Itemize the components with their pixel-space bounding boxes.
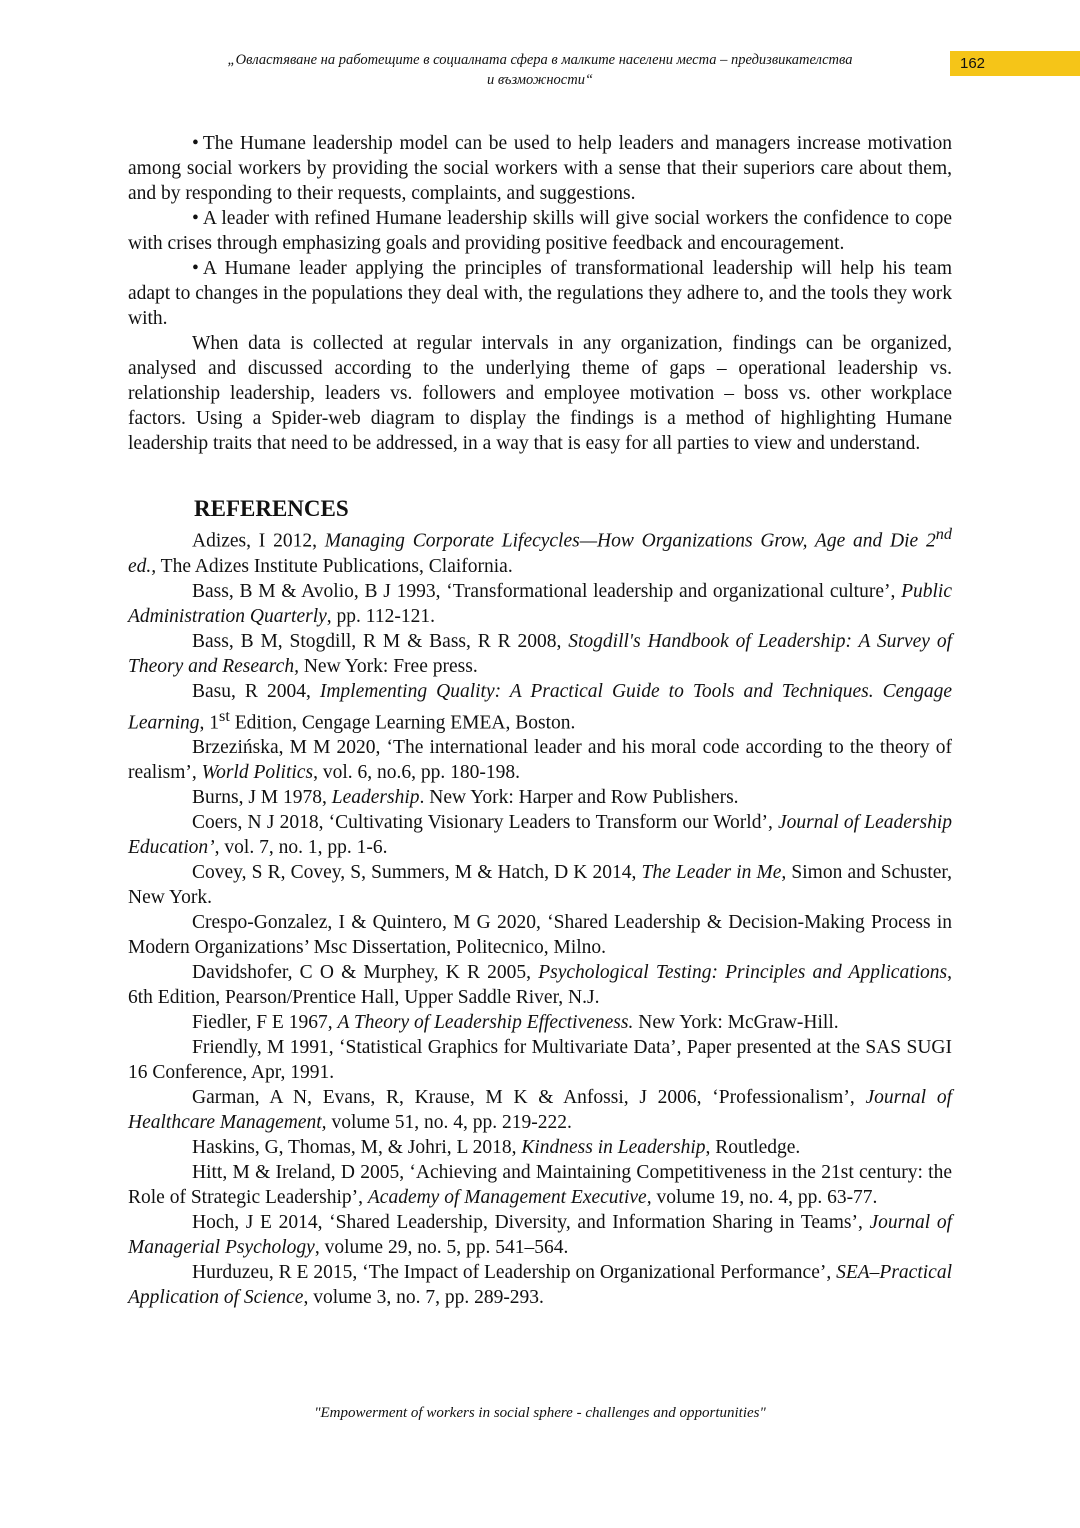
reference-entry [128,1010,952,1035]
ref-title: Public Administration Quarterly [128,580,952,627]
ref-superscript: st [219,706,230,725]
ref-text: Simon and Schuster, New York. [128,862,952,908]
ref-title: Kindness in Leadership [521,1137,706,1158]
ref-title: Implementing Quality: A Practical Guide to Tools and Techniques. Cengage Learning [128,680,952,733]
ref-text: volume 19, no. 4, pp. 63-77. [651,1187,878,1208]
ref-title: Academy of Management Executive, [367,1187,652,1208]
page-number-badge: 162 [950,51,1080,76]
header-title-line2: и възможности“ [486,72,594,88]
ref-title: Leadership [331,787,420,808]
ref-text: , vol. 6, no.6, pp. 180-198. [313,762,520,783]
reference-entry [128,910,952,960]
ref-text: Bass, B M & Avolio, B J 1993, ‘Transformational leadership and organizational culture’, [192,580,902,602]
ref-text: Fiedler, F E 1967, [192,1012,338,1033]
reference-entry [128,1035,952,1085]
reference-list [128,522,952,1310]
reference-entry [128,522,952,579]
header-title-line1: „Овластяване на работещите в социалната сфера в малките населени места – предизвикателства [227,52,853,68]
reference-entry [128,1160,952,1210]
ref-text: , 1 [199,712,220,733]
reference-entry [128,579,952,629]
ref-text: The Adizes Institute Publications, Claifornia. [156,555,513,577]
reference-entry [128,629,952,679]
ref-title: Managing Corporate Lifecycles—How Organizations Grow, Age and Die 2 [324,530,936,552]
ref-title: The Leader in Me, [641,862,787,883]
ref-title: Journal of Leadership Education’ [128,812,952,858]
ref-text: volume 51, no. 4, pp. 219-222. [326,1112,572,1133]
ref-text: Hurduzeu, R E 2015, ‘The Impact of Leadership on Organizational Performance’, [192,1262,837,1283]
reference-entry [128,1260,952,1310]
reference-entry [128,1085,952,1135]
ref-title: Stogdill's Handbook of Leadership: A Survey of Theory and Research, [128,630,952,677]
ref-text: Coers, N J 2018, ‘Cultivating Visionary Leaders to Transform our World’, [192,812,779,833]
ref-text: , volume 3, no. 7, pp. 289-293. [303,1287,544,1308]
ref-text: , vol. 7, no. 1, pp. 1-6. [214,837,388,858]
ref-text: . New York: Harper and Row Publishers. [419,787,739,808]
reference-entry [128,785,952,810]
bullet-paragraph: • The Humane leadership model can be used to help leaders and managers increase motivation among social workers by providing the social workers with a sense that their superiors care about them, and by responding to their requests, complaints, and suggestions. [128,131,952,206]
bullet-paragraph: • A Humane leader applying the principles of transformational leadership will help his team adapt to changes in the populations they deal with, the regulations they adhere to, and the tools they work with. [128,256,952,331]
references-heading: REFERENCES [194,496,349,521]
reference-entry [128,810,952,860]
ref-text: Burns, J M 1978, [192,787,332,808]
ref-title: World Politics [201,762,314,783]
ref-text: , pp. 112-121. [326,605,435,627]
ref-title: A Theory of Leadership Effectiveness. [337,1012,634,1033]
ref-title: Psychological Testing: Principles and Applications [538,962,948,983]
ref-text: Davidshofer, C O & Murphey, K R 2005, [192,962,539,983]
ref-text: New York: Free press. [298,655,478,677]
running-header [140,50,940,90]
ref-title: SEA–Practical Application of Science [128,1262,952,1308]
reference-entry [128,1135,952,1160]
ref-text: , 6th Edition, Pearson/Prentice Hall, Upper Saddle River, N.J. [128,962,952,1008]
ref-text: Haskins, G, Thomas, M, & Johri, L 2018, [192,1137,522,1158]
ref-text: Basu, R 2004, [192,680,320,702]
ref-text: Garman, A N, Evans, R, Krause, M K & Anfossi, J 2006, ‘Professionalism’, [192,1087,866,1108]
ref-text: Hoch, J E 2014, ‘Shared Leadership, Diversity, and Information Sharing in Teams’, [192,1212,870,1233]
reference-entry [128,860,952,910]
ref-text: , volume 29, no. 5, pp. 541–564. [314,1237,569,1258]
reference-entry [128,735,952,785]
reference-entry [128,679,952,736]
ref-text: Covey, S R, Covey, S, Summers, M & Hatch, D K 2014, [192,862,642,883]
ref-text: Bass, B M, Stogdill, R M & Bass, R R 2008, [192,630,569,652]
reference-entry [128,960,952,1010]
ref-text: New York: McGraw-Hill. [633,1012,839,1033]
page-body [128,131,952,1310]
bullet-paragraph: • A leader with refined Humane leadership skills will give social workers the confidence to cope with crises through emphasizing goals and providing positive feedback and encouragement. [128,206,952,256]
ref-superscript: nd [935,525,952,543]
ref-text: Hitt, M & Ireland, D 2005, ‘Achieving and Maintaining Competitiveness in the 21st century: the Role of Strategic Leadership’, [128,1162,952,1208]
ref-text: Edition, Cengage Learning EMEA, Boston. [229,712,576,733]
ref-text: Adizes, I 2012, [192,530,325,552]
reference-entry [128,1210,952,1260]
ref-title: ed., [128,555,157,577]
ref-title: Journal of Healthcare Management, [128,1087,952,1133]
ref-title: Journal of Managerial Psychology [128,1212,952,1258]
ref-text: Friendly, M 1991, ‘Statistical Graphics for Multivariate Data’, Paper presented at the SAS SUGI 16 Conference, Apr, 1991. [128,1037,952,1083]
ref-text: Crespo-Gonzalez, I & Quintero, M G 2020, ‘Shared Leadership & Decision-Making Process in Modern Organizations’ Msc Dissertation, Politecnico, Milno. [128,912,952,958]
ref-text: Brzezińska, M M 2020, ‘The international leader and his moral code according to the theory of realism’, [128,737,952,783]
running-footer: "Empowerment of workers in social sphere - challenges and opportunities" [314,1405,766,1421]
ref-text: , Routledge. [705,1137,801,1158]
body-paragraph: When data is collected at regular intervals in any organization, findings can be organized, analysed and discussed according to the underlying theme of gaps – operational leadership vs. relationship leadership, leaders vs. followers and employee motivation – boss vs. other workplace factors. Using a Spider-web diagram to display the findings is a method of highlighting Humane leadership traits that need to be addressed, in a way that is easy for all parties to view and understand. [128,333,952,454]
